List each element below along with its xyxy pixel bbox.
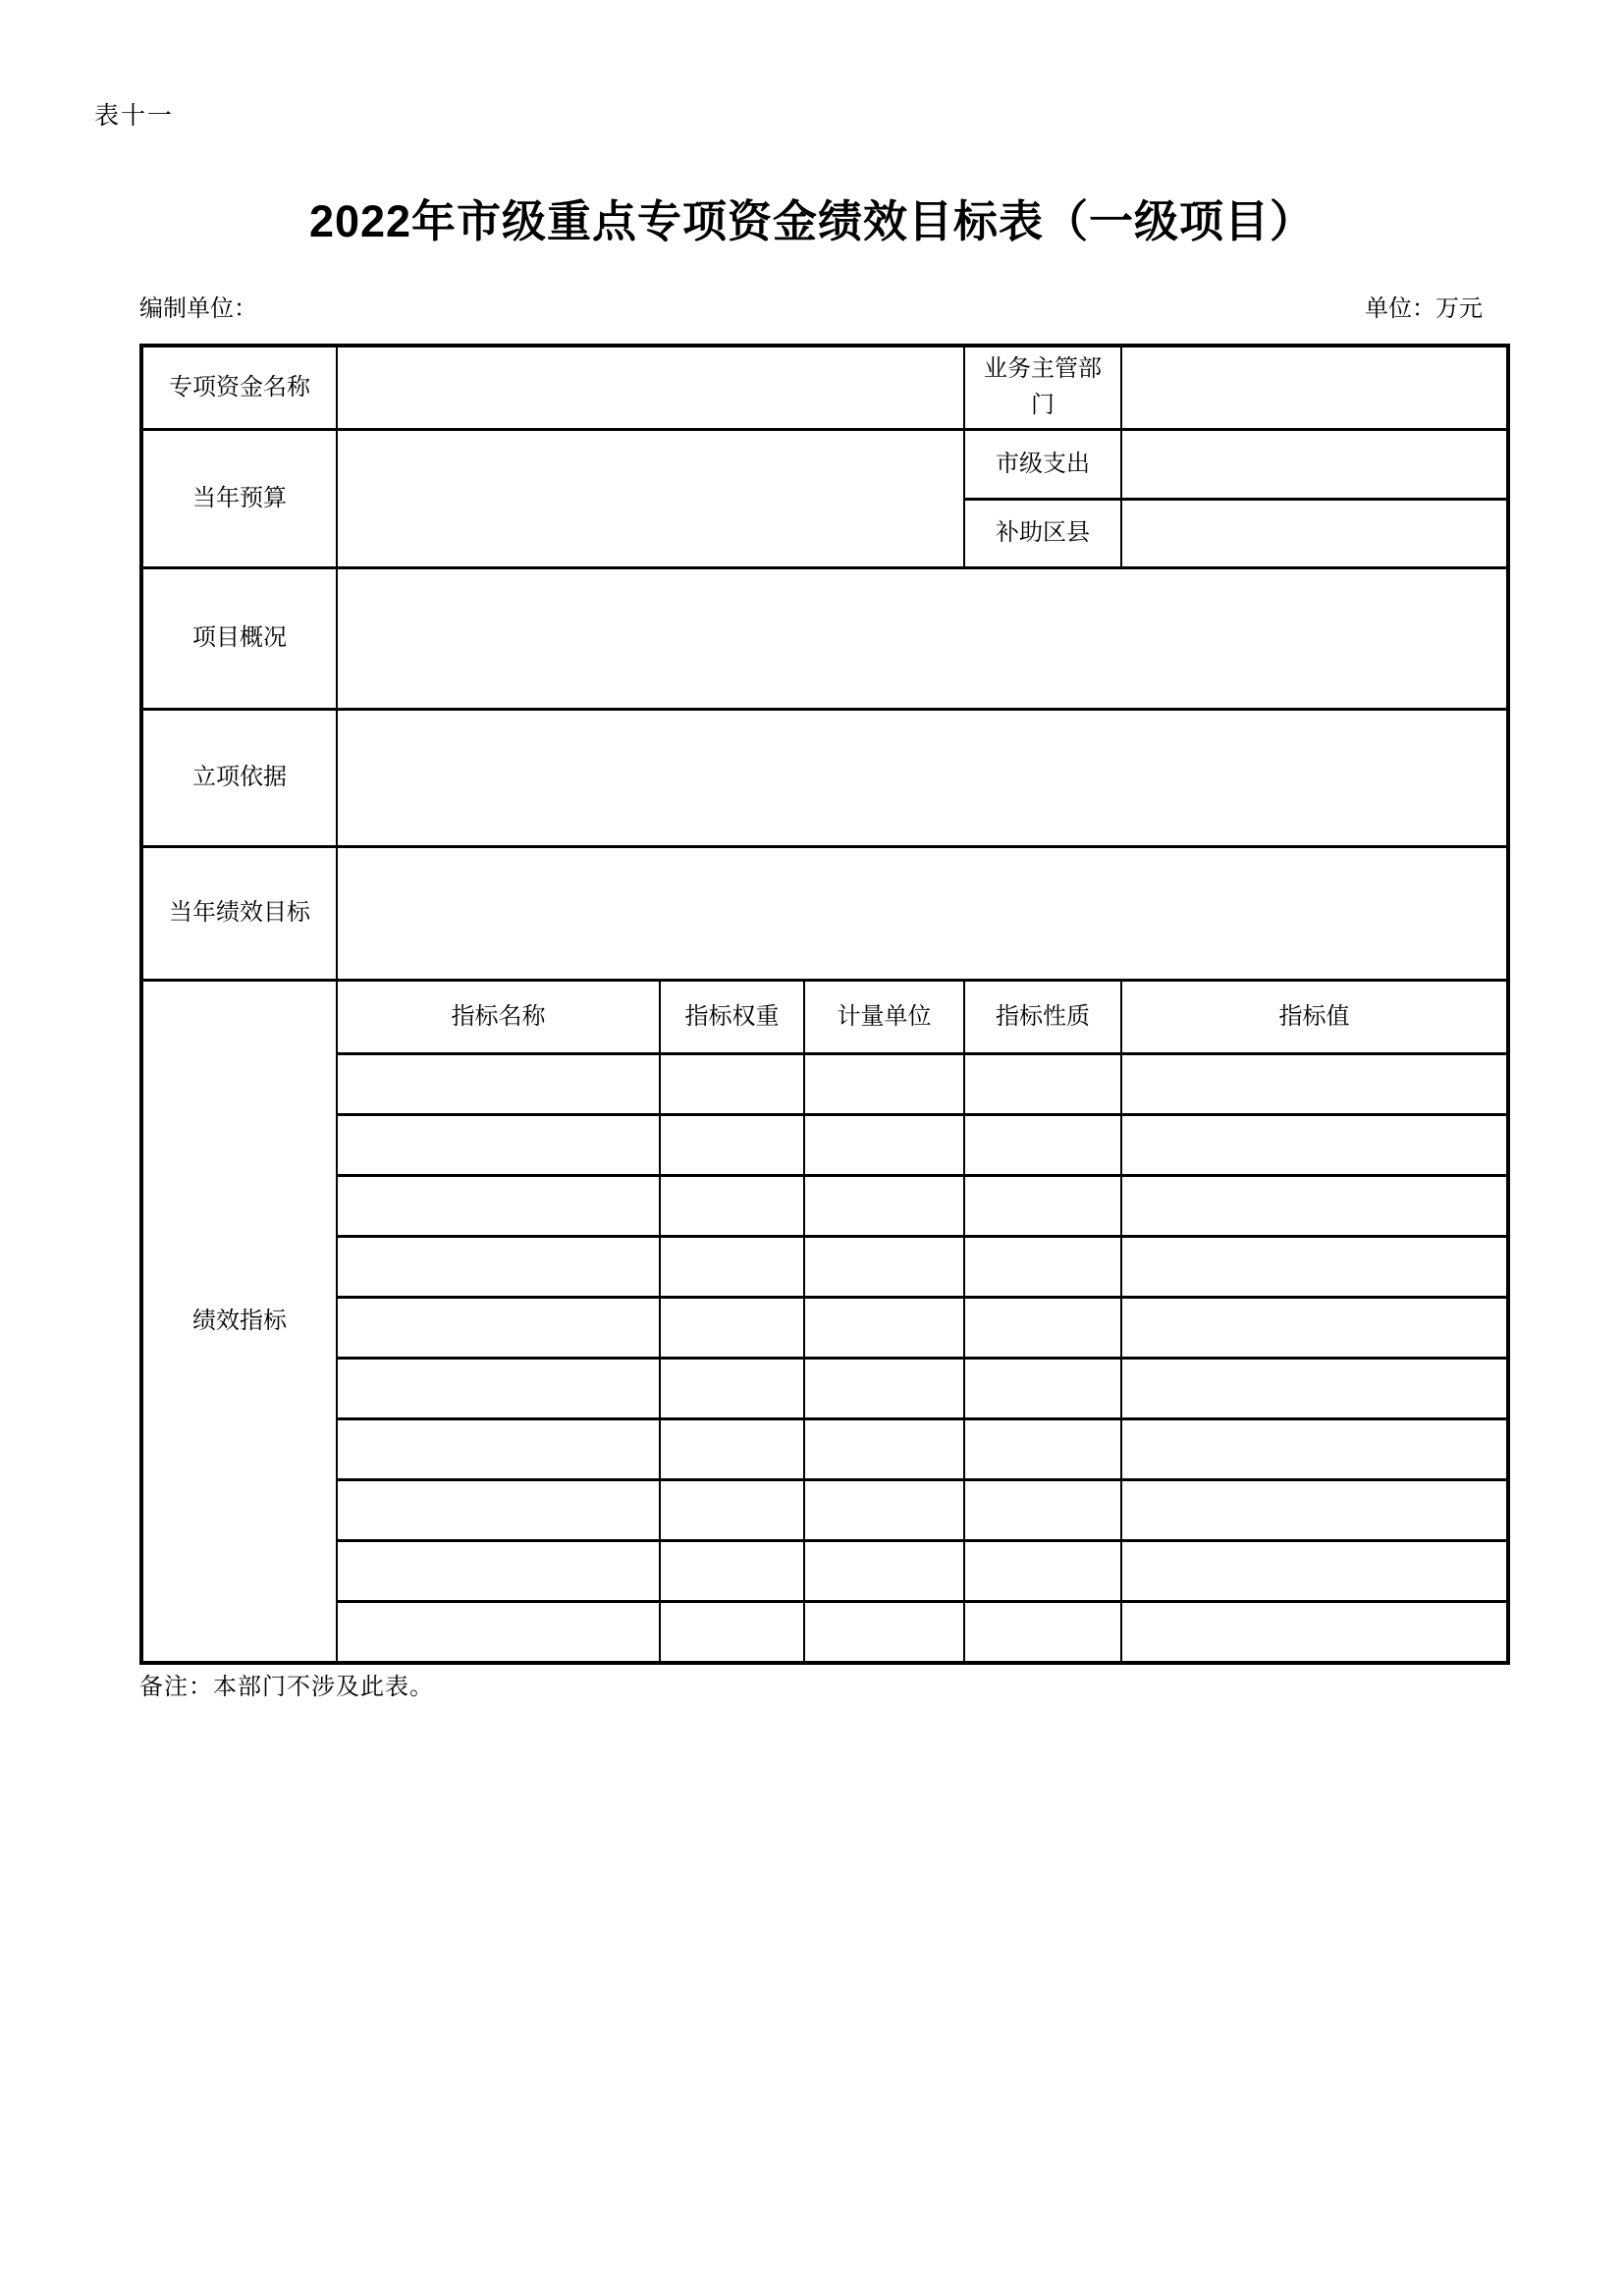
indicator-row (141, 1298, 1508, 1359)
indicator-row (141, 1176, 1508, 1237)
note-text: 备注：本部门不涉及此表。 (139, 1675, 434, 1700)
competent-department-label: 业务主管部门 (964, 346, 1121, 430)
performance-target-table (139, 344, 1510, 1665)
row-project-basis (141, 710, 1508, 847)
project-overview-label: 项目概况 (141, 568, 337, 710)
competent-department-value (1121, 346, 1508, 430)
current-year-budget-label: 当年预算 (141, 430, 337, 568)
municipal-expenditure-value (1121, 430, 1508, 500)
row-indicator-header (141, 981, 1508, 1054)
prepared-by-label: 编制单位： (139, 296, 257, 322)
current-year-budget-value (337, 430, 964, 568)
row-budget-municipal (141, 430, 1508, 500)
annual-performance-target-label: 当年绩效目标 (141, 847, 337, 981)
indicator-row (141, 1419, 1508, 1480)
row-annual-performance-target (141, 847, 1508, 981)
indicator-row (141, 1541, 1508, 1602)
indicator-header-unit: 计量单位 (804, 981, 964, 1054)
indicator-row (141, 1237, 1508, 1298)
row-project-overview (141, 568, 1508, 710)
indicator-header-name: 指标名称 (337, 981, 660, 1054)
table-number-label: 表十一 (94, 103, 175, 130)
meta-row (139, 289, 1506, 323)
special-fund-name-value (337, 346, 964, 430)
indicator-row (141, 1602, 1508, 1663)
indicator-header-value: 指标值 (1121, 981, 1508, 1054)
unit-label: 单位：万元 (1365, 296, 1483, 322)
project-overview-value (337, 568, 1508, 710)
indicator-row (141, 1480, 1508, 1541)
project-basis-label: 立项依据 (141, 710, 337, 847)
page-title: 2022年市级重点专项资金绩效目标表（一级项目） (308, 196, 1316, 246)
subsidy-districts-value (1121, 500, 1508, 568)
indicator-row (141, 1359, 1508, 1419)
performance-indicator-label: 绩效指标 (141, 981, 337, 1663)
indicator-header-weight: 指标权重 (660, 981, 804, 1054)
municipal-expenditure-label: 市级支出 (964, 430, 1121, 500)
annual-performance-target-value (337, 847, 1508, 981)
project-basis-value (337, 710, 1508, 847)
row-special-fund (141, 346, 1508, 430)
subsidy-districts-label: 补助区县 (964, 500, 1121, 568)
special-fund-name-label: 专项资金名称 (141, 346, 337, 430)
indicator-row (141, 1054, 1508, 1115)
indicator-row (141, 1115, 1508, 1176)
indicator-header-nature: 指标性质 (964, 981, 1121, 1054)
